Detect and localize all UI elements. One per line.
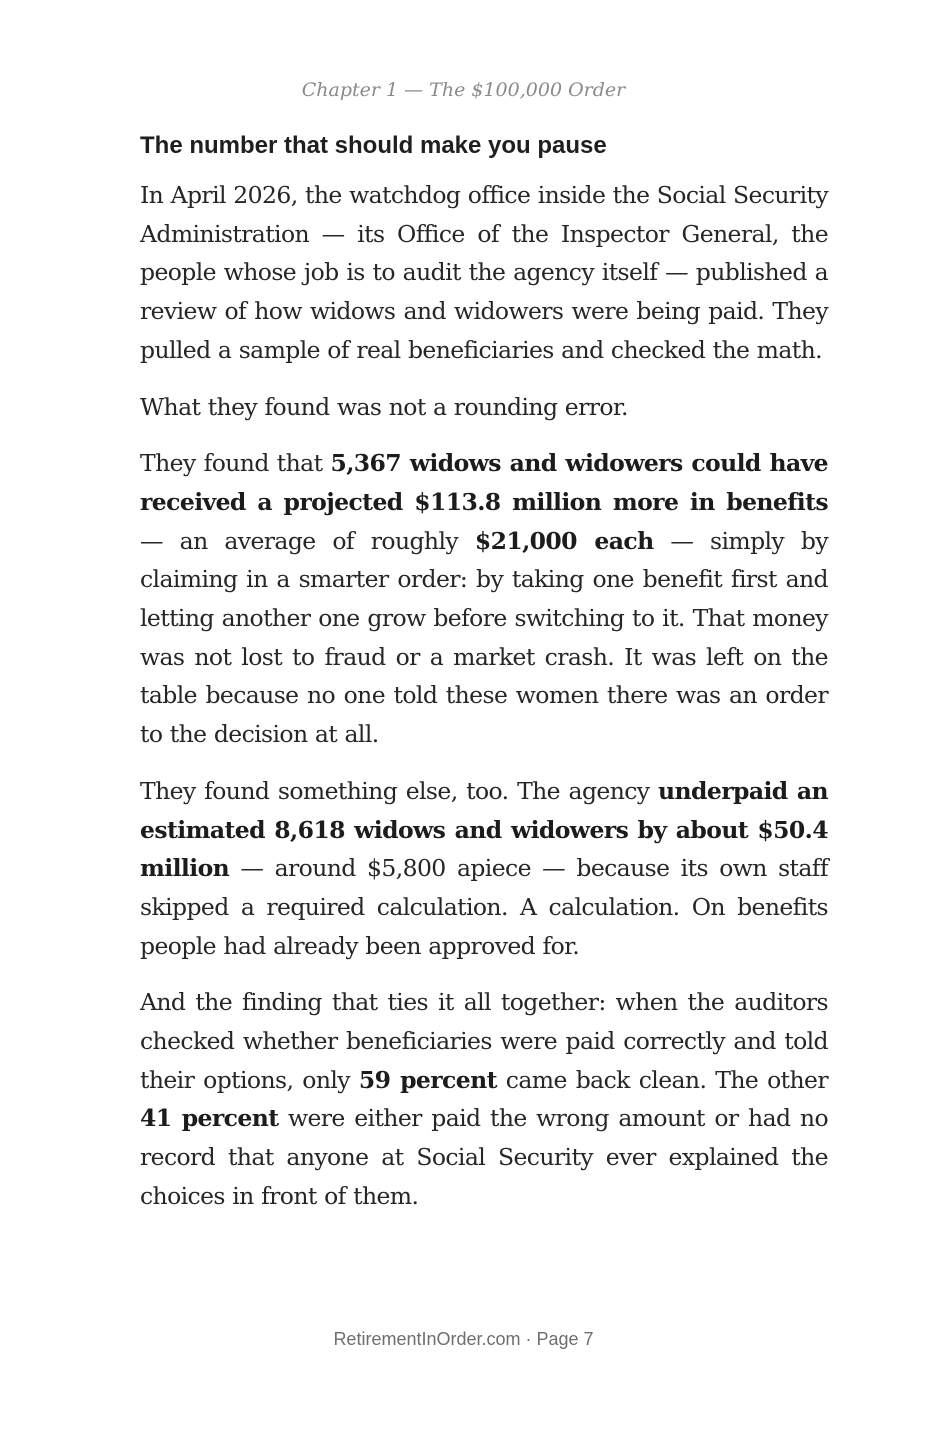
bold-emphasis: 41 percent	[140, 1104, 279, 1133]
paragraph-3	[140, 444, 828, 754]
bold-emphasis: 5,367 widows and widowers could have received a projected $113.8 million more in benefits	[140, 449, 829, 516]
paragraph-1	[140, 176, 828, 370]
paragraph-text: — an average of roughly	[140, 526, 475, 555]
paragraph-text: were either paid the wrong amount or had no record that anyone at Social Security ever explained the choices in front of them.	[140, 1104, 829, 1210]
paragraph-5	[140, 983, 828, 1215]
paragraph-4	[140, 772, 828, 966]
bold-emphasis: underpaid an estimated 8,618 widows and widowers by about $50.4 million	[140, 776, 828, 883]
paragraph-text: — simply by claiming in a smarter order: by taking one benefit first and letting another one grow before switching to it. That money was not lost to fraud or a market crash. It was left on the table because no one told these women there was an order to the decision at all.	[140, 526, 829, 749]
paragraph-text: What they found was not a rounding error.	[140, 392, 628, 421]
running-head-chapter-title: Chapter 1 — The $100,000 Order	[301, 79, 626, 101]
bold-emphasis: $21,000 each	[474, 526, 654, 555]
section-heading: The number that should make you pause	[140, 132, 607, 159]
paragraph-text: They found something else, too. The agency	[140, 776, 659, 805]
paragraph-text: And the finding that ties it all together: when the auditors checked whether beneficiaries were paid correctly and told their options, only	[140, 988, 828, 1094]
paragraph-text: In April 2026, the watchdog office inside the Social Security Administration — its Office of the Inspector General, the people whose job is to audit the agency itself — published a review of how widows and widowers were being paid. They pulled a sample of real beneficiaries and checked the math.	[140, 181, 828, 364]
paragraph-text: came back clean. The other	[496, 1065, 828, 1094]
bold-emphasis: 59 percent	[358, 1065, 497, 1094]
paragraph-2	[140, 388, 828, 427]
paragraph-text: — around $5,800 apiece — because its own staff skipped a required calculation. A calculation. On benefits people had already been approved for.	[140, 854, 828, 960]
page-body	[140, 128, 828, 1234]
paragraph-text: They found that	[140, 449, 331, 478]
page-footer: RetirementInOrder.com · Page 7	[333, 1329, 594, 1349]
